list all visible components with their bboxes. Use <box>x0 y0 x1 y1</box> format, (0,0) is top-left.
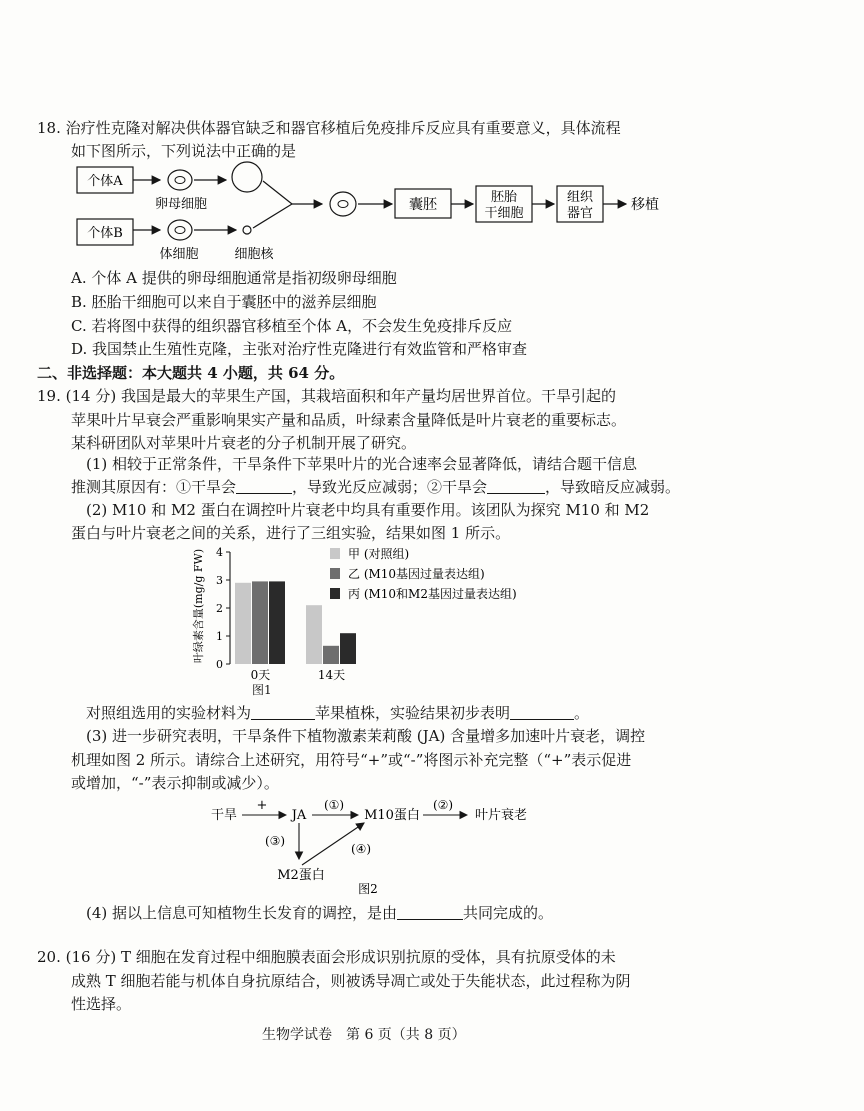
fig2-caption: 图2 <box>358 882 378 896</box>
chart-legend-swatch <box>330 568 340 579</box>
nucleus <box>243 226 251 234</box>
q19-intro-line1: 19. (14 分) 我国是最大的苹果生产国，其栽培面积和年产量均居世界首位。干旱引起的 <box>37 387 616 405</box>
chart-y-tick-label: 1 <box>216 630 223 643</box>
chart-x-tick-label: 14天 <box>317 668 346 682</box>
fig2-m2: M2蛋白 <box>277 868 325 883</box>
fig2-label-2: (②) <box>432 798 454 812</box>
q18-stem-line1: 18. 治疗性克隆对解决供体器官缺乏和器官移植后免疫排斥反应具有重要意义，具体流程 <box>37 119 621 137</box>
section2-heading: 二、非选择题：本大题共 4 小题，共 64 分。 <box>37 364 345 382</box>
q20-line1: 20. (16 分) T 细胞在发育过程中细胞膜表面会形成识别抗原的受体，具有抗原受体的未 <box>37 948 616 966</box>
figure1-caption: 图1 <box>252 683 272 697</box>
chart-ylabel: 叶绿素含量(mg/g FW) <box>192 548 205 664</box>
organ-label-1: 组织 <box>566 190 594 205</box>
q18-stem-line2: 如下图所示，下列说法中正确的是 <box>71 142 297 160</box>
fig2-label-3: (③) <box>264 834 286 848</box>
q19-intro-line3: 某科研团队对苹果叶片衰老的分子机制开展了研究。 <box>71 434 417 452</box>
blastocyst-label: 囊胚 <box>409 197 437 213</box>
page-footer: 生物学试卷 第 6 页（共 8 页） <box>262 1027 466 1043</box>
fig2-senescence: 叶片衰老 <box>474 808 528 823</box>
somatic-cell <box>168 220 192 240</box>
q19-part2-line2: 蛋白与叶片衰老之间的关系，进行了三组实验，结果如图 1 所示。 <box>71 524 511 542</box>
chart-legend-label: 乙 (M10基因过量表达组) <box>348 567 485 581</box>
q18-option-d: D. 我国禁止生殖性克隆，主张对治疗性克隆进行有效监管和严格审查 <box>71 340 528 358</box>
figure1-bar-chart <box>180 544 580 694</box>
answer-blank-5[interactable] <box>397 905 463 920</box>
chart-bar <box>269 581 285 664</box>
fig2-label-4: (④) <box>350 842 372 856</box>
q19-intro-line2: 苹果叶片早衰会严重影响果实产量和品质，叶绿素含量降低是叶片衰老的重要标志。 <box>71 411 627 429</box>
q19-part3-line3: 或增加，“-”表示抑制或减少）。 <box>71 774 279 792</box>
es-cell-label-2: 干细胞 <box>484 206 524 221</box>
q19-part4: (4) 据以上信息可知植物生长发育的调控，是由 共同完成的。 <box>86 904 554 922</box>
q18-option-c: C. 若将图中获得的组织器官移植至个体 A，不会发生免疫排斥反应 <box>71 317 513 335</box>
q20-line3: 性选择。 <box>71 995 132 1013</box>
oocyte-nucleus <box>175 177 185 184</box>
chart-bar <box>235 583 251 664</box>
somatic-cell-label: 体细胞 <box>159 247 199 262</box>
q19-part2-after: 对照组选用的实验材料为 苹果植株，实验结果初步表明 。 <box>86 704 590 722</box>
chart-y-tick-label: 0 <box>216 658 223 671</box>
figure2-regulation-diagram <box>200 793 560 898</box>
chart-y-tick-label: 3 <box>216 574 223 587</box>
q18-option-a: A. 个体 A 提供的卵母细胞通常是指初级卵母细胞 <box>71 269 397 287</box>
individual-b-label: 个体B <box>87 226 123 241</box>
answer-blank-3[interactable] <box>251 705 315 720</box>
fig2-drought: 干旱 <box>210 808 238 823</box>
chart-bar <box>252 581 268 664</box>
transplant-label: 移植 <box>631 197 659 213</box>
chart-legend-label: 甲 (对照组) <box>348 547 410 561</box>
fig2-label-1: (①) <box>323 798 345 812</box>
reconstructed-cell <box>330 192 356 216</box>
q18-option-b: B. 胚胎干细胞可以来自于囊胚中的滋养层细胞 <box>71 293 377 311</box>
q19-part3-line2: 机理如图 2 所示。请综合上述研究，用符号“+”或“-”将图示补充完整（“+”表示促进 <box>71 751 632 769</box>
answer-blank-1[interactable] <box>236 479 292 494</box>
q20-line2: 成熟 T 细胞若能与机体自身抗原结合，则被诱导凋亡或处于失能状态，此过程称为阴 <box>71 972 631 990</box>
chart-bar <box>323 646 339 664</box>
chart-legend-label: 丙 (M10和M2基因过量表达组) <box>348 587 517 601</box>
chart-y-tick-label: 4 <box>216 546 223 559</box>
q19-part3-line1: (3) 进一步研究表明，干旱条件下植物激素茉莉酸 (JA) 含量增多加速叶片衰老，调控 <box>86 727 646 745</box>
oocyte-label: 卵母细胞 <box>154 197 208 212</box>
chart-legend-swatch <box>330 548 340 559</box>
answer-blank-4[interactable] <box>510 705 574 720</box>
fig2-ja: JA <box>291 808 307 823</box>
q18-cloning-diagram <box>0 160 864 265</box>
individual-a-label: 个体A <box>87 174 123 189</box>
fig2-m10: M10蛋白 <box>364 808 420 823</box>
chart-x-tick-label: 0天 <box>250 668 271 682</box>
fig2-plus: + <box>256 798 268 813</box>
chart-bar <box>306 605 322 664</box>
nucleus-label: 细胞核 <box>234 247 274 262</box>
chart-y-tick-label: 2 <box>216 602 223 615</box>
oocyte-cell <box>168 170 192 190</box>
es-cell-label-1: 胚胎 <box>490 190 518 205</box>
q19-part2-line1: (2) M10 和 M2 蛋白在调控叶片衰老中均具有重要作用。该团队为探究 M10 和 M2 <box>86 501 650 519</box>
q19-part1-line2: 推测其原因有：①干旱会 ，导致光反应减弱；②干旱会 ，导致暗反应减弱。 <box>71 478 681 496</box>
chart-bar <box>340 633 356 664</box>
answer-blank-2[interactable] <box>487 479 545 494</box>
organ-label-2: 器官 <box>566 206 594 221</box>
chart-legend-swatch <box>330 588 340 599</box>
q19-part1-line1: (1) 相较于正常条件，干旱条件下苹果叶片的光合速率会显著降低，请结合题干信息 <box>86 455 638 473</box>
enucleated-oocyte <box>232 162 262 192</box>
